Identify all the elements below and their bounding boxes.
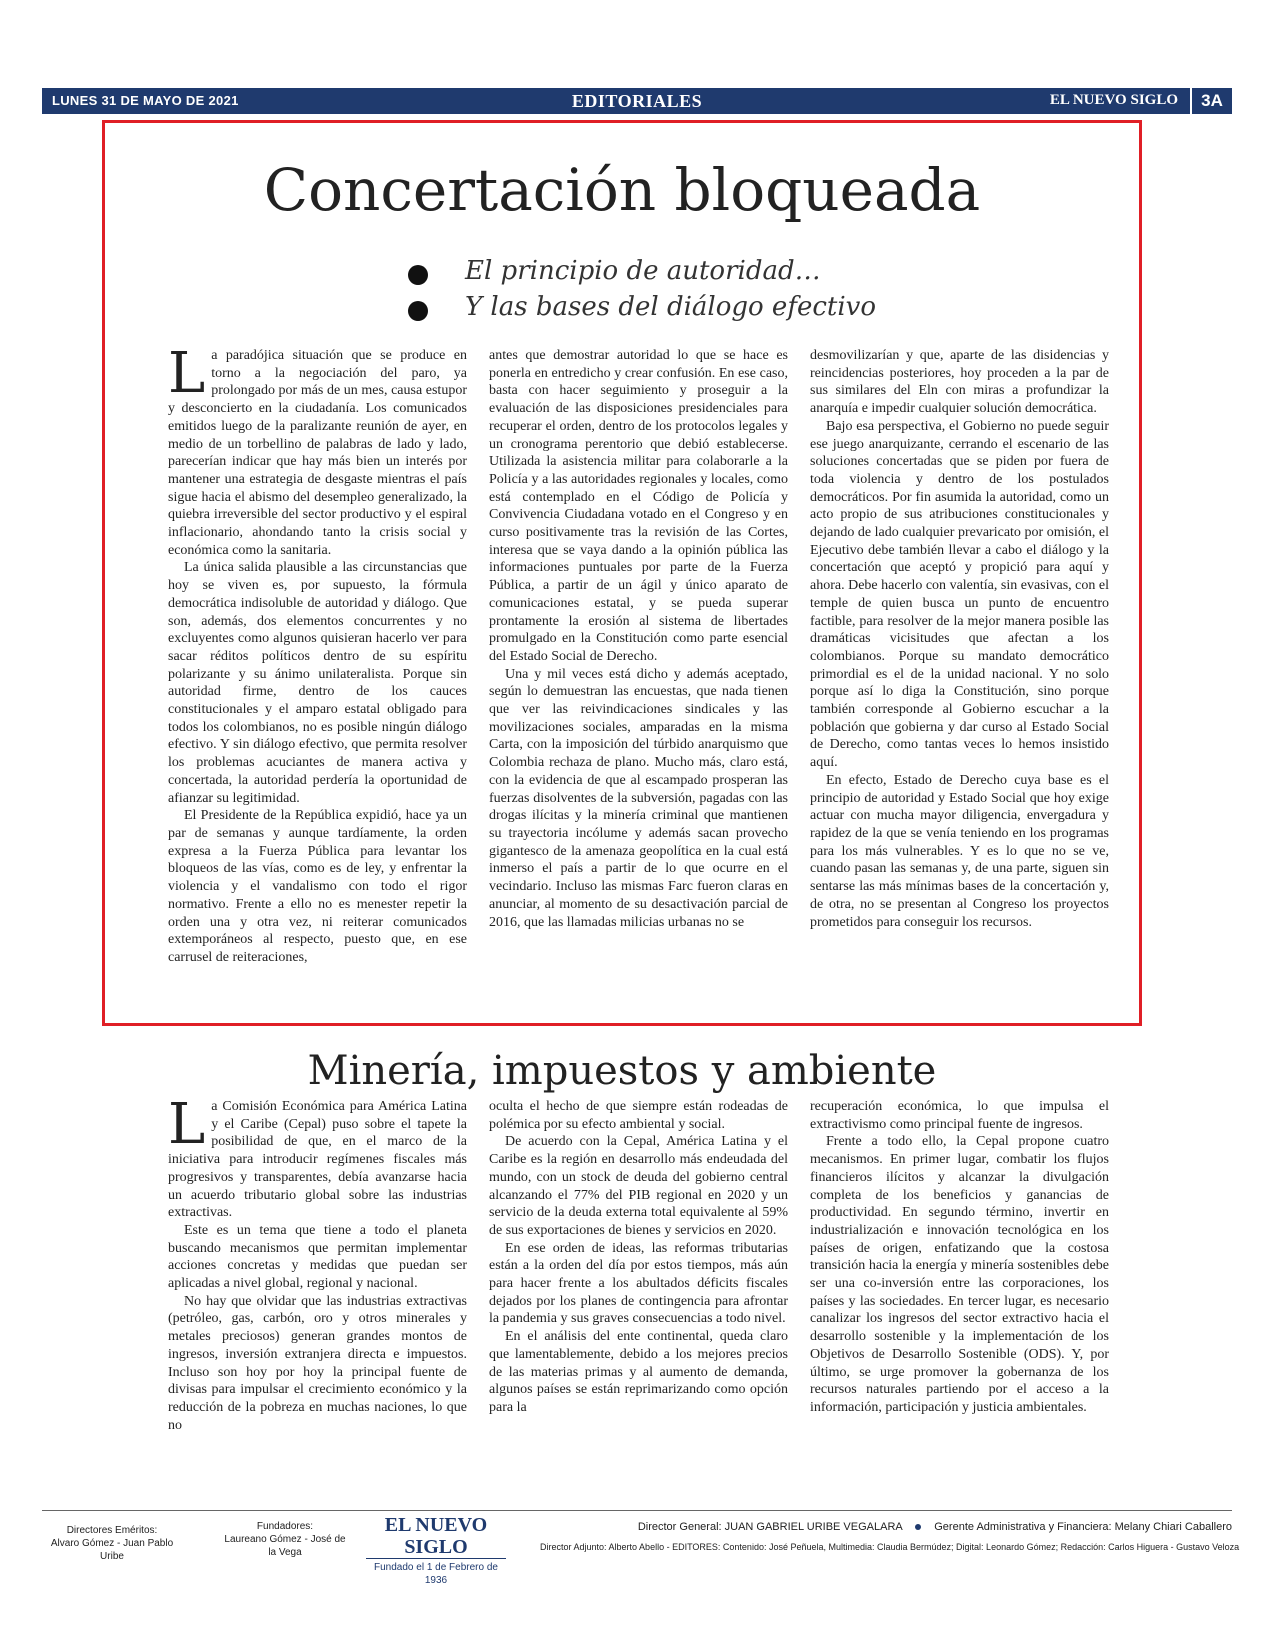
newspaper-logo: EL NUEVO SIGLO xyxy=(384,1514,488,1558)
footer-divider xyxy=(42,1510,1232,1511)
editorial-title: Concertación bloqueada xyxy=(263,156,981,224)
subhead-text: Y las bases del diálogo efectivo xyxy=(465,292,876,322)
paragraph-text: a paradójica situación que se produce en torno a la negociación del paro, ya prolongado por más de un mes, causa estupor y desconcierto en la ciudadanía. Los comunicados emitidos luego de la paralizante reunión de ayer, en medio de un torbellino de palabras de lado y lado, parecerían indicar que hay más bien un interés por mantener una estrategia de desgaste mientras el país sigue hacia el abismo del desempleo generalizado, la quiebra irreversible del sector productivo y el espiral inflacionario, ahondando tanto la crisis social y económica como la sanitaria. xyxy=(168,348,467,558)
article-paragraph: En el análisis del ente continental, queda claro que lamentablemente, debido a los mejores precios de las materias primas y al aumento de demanda, algunos países se están reprimarizando como opción para la xyxy=(489,1329,788,1415)
article-column xyxy=(489,347,788,1007)
subhead-text: El principio de autoridad… xyxy=(465,256,821,286)
drop-cap: L xyxy=(168,1098,206,1157)
article-paragraph: En efecto, Estado de Derecho cuya base es el principio de autoridad y Estado Social que hoy exige actuar con mucha mayor diligencia, envergadura y rapidez de la que se venía teniendo en los programas para los más vulnerables. Y es lo que no se ve, cuando pasan las semanas y, de una parte, siguen sin sentarse las más mínimas bases de la concertación y, de otra, no se presentan al Congreso los proyectos prometidos para conseguir los recursos. xyxy=(810,772,1109,930)
article-column xyxy=(168,1098,467,1478)
founded-date: Fundado el 1 de Febrero de 1936 xyxy=(366,1558,506,1587)
article-paragraph: recuperación económica, lo que impulsa el extractivismo como principal fuente de ingresos. xyxy=(810,1099,1109,1132)
article-column xyxy=(810,1098,1109,1478)
manager: Gerente Administrativa y Financiera: Melany Chiari Caballero xyxy=(934,1521,1232,1533)
drop-cap: L xyxy=(168,347,206,406)
article-paragraph: No hay que olvidar que las industrias extractivas (petróleo, gas, carbón, oro y otros minerales y metales preciosos) generan grandes montos de ingresos, inversión extranjera directa e impuestos. Incluso son hoy por hoy la principal fuente de divisas para impulsar el crecimiento económico y la reducción de la pobreza en muchas naciones, lo que no xyxy=(168,1293,467,1433)
editors-line: Director Adjunto: Alberto Abello - EDITORES: Contenido: José Peñuela, Multimedia: Claudia Bermúdez; Digital: Leonardo Gómez; Redacción: Carlos Higuera - Gustavo Veloza xyxy=(540,1542,1240,1552)
footer-staff xyxy=(540,1517,1240,1557)
bullet-icon xyxy=(408,301,428,321)
article-paragraph: desmovilizarían y que, aparte de las disidencias y reincidencias posteriores, hoy proceden a la par de sus similares del Eln con miras a profundizar la anarquía e impedir cualquier solución democrática. xyxy=(810,348,1109,417)
subhead-item xyxy=(400,256,960,292)
directors-label: Directores Eméritos: xyxy=(66,1525,158,1536)
paragraph-text: a Comisión Económica para América Latina y el Caribe (Cepal) puso sobre el tapete la posibilidad de que, en el marco de la iniciativa para introducir regímenes fiscales más progresivos y transparentes, debía avanzarse hacia un acuerdo tributario global sobre las industrias extractivas. xyxy=(168,1099,467,1221)
article-column xyxy=(168,347,467,1007)
footer-founders xyxy=(220,1520,350,1559)
article-paragraph: oculta el hecho de que siempre están rodeadas de polémica por su efecto ambiental y social. xyxy=(489,1099,788,1132)
header-date: LUNES 31 DE MAYO DE 2021 xyxy=(52,93,239,108)
editorial-subheads xyxy=(400,256,960,328)
header-paper-name: EL NUEVO SIGLO xyxy=(1049,92,1178,108)
article-paragraph: Una y mil veces está dicho y además aceptado, según lo demuestran las encuestas, que nada tienen que ver las reivindicaciones sindicales y las movilizaciones sociales, amparadas en la misma Carta, con la imposición del túrbido anarquismo que Colombia rechaza de plano. Mucho más, claro está, con la evidencia de que al escampado prosperan las fuerzas disolventes de la subversión, pagadas con las drogas ilícitas y la minería criminal que mantienen su trayectoria incólume y además sacan provecho gigantesco de la amenaza geopolítica en la cual está inmerso el país a partir de lo que ocurre en el vecindario. Incluso las mismas Farc fueron claras en anunciar, al momento de su desactivación parcial de 2016, que las llamadas milicias urbanas no se xyxy=(489,666,788,930)
article-paragraph: antes que demostrar autoridad lo que se hace es ponerla en entredicho y crear confusión. En ese caso, basta con hacer seguimiento y proseguir a la evaluación de las disposiciones presidenciales para recuperar el orden, dentro de los protocolos legales y un cronograma perentorio que debió establecerse. Utilizada la asistencia militar para colaborarle a la Policía y a las autoridades regionales y locales, como está contemplado en el Código de Policía y Convivencia Ciudadana votado en el Congreso y en curso positivamente tras la revisión de las Cortes, interesa que se vaya dando a la opinión pública las informaciones puntuales por parte de la Fuerza Pública, a partir de un ágil y único aparato de comunicaciones estatal, y se pueda superar prontamente la erosión al sistema de libertades promulgado en la Constitución como parte esencial del Estado Social de Derecho. xyxy=(489,348,788,664)
article-paragraph xyxy=(168,347,467,559)
article-paragraph xyxy=(168,1098,467,1222)
page-header-bar xyxy=(42,88,1232,114)
footer-directors xyxy=(42,1524,182,1563)
article-column xyxy=(810,347,1109,1007)
article-paragraph: Bajo esa perspectiva, el Gobierno no puede seguir ese juego anarquizante, cerrando el escenario de las soluciones concertadas que se piden por fuera de toda violencia y dentro de los postulados democráticos. Por fin asumida la autoridad, como un acto propio de sus atribuciones constitucionales y dejando de lado cualquier prevaricato por omisión, el Ejecutivo debe también llevar a cabo el diálogo y la concertación que aceptó y propició para aquí y ahora. Debe hacerlo con valentía, sin evasivas, con el temple de quien busca un punto de encuentro factible, para resolver de la mejor manera posible las dramáticas vicisitudes que afectan a los colombianos. Porque su mandato democrático primordial es el de la unidad nacional. Y no solo porque así lo diga la Constitución, sino porque también corresponde al Gobierno escuchar a la población que gobierna y dar curso al Estado Social de Derecho, como tantas veces lo hemos insistido aquí. xyxy=(810,418,1109,771)
second-editorial-body xyxy=(168,1098,1110,1478)
separator-dot-icon xyxy=(915,1524,921,1530)
header-page-number: 3A xyxy=(1190,88,1232,114)
article-paragraph: La única salida plausible a las circunstancias que hoy se viven es, por supuesto, la fórmula democrática indisoluble de autoridad y diálogo. Que son, además, dos elementos concurrentes y no excluyentes como algunos quisieran hacerlo ver para sacar réditos políticos dentro de su espíritu polarizante y su ánimo unilateralista. Porque sin autoridad firme, dentro de los cauces constitucionales y el amparo estatal obligado para todos los colombianos, no es posible ningún diálogo efectivo. Y sin diálogo efectivo, que permita resolver los problemas acuciantes de manera activa y concertada, la autoridad perdería la oportunidad de afianzar su legitimidad. xyxy=(168,560,467,806)
article-column xyxy=(489,1098,788,1478)
bullet-icon xyxy=(408,265,428,285)
founders-label: Fundadores: xyxy=(256,1521,314,1532)
staff-line xyxy=(540,1517,1232,1537)
article-paragraph: De acuerdo con la Cepal, América Latina y el Caribe es la región en desarrollo más endeudada del mundo, con un stock de deuda del gobierno central alcanzando el 77% del PIB regional en 2020 y un servicio de la deuda externa total equivalente al 59% de sus exportaciones de bienes y servicios en 2020. xyxy=(489,1134,788,1238)
article-paragraph: El Presidente de la República expidió, hace ya un par de semanas y aunque tardíamente, la orden expresa a la Fuerza Pública para levantar los bloqueos de las vías, como es de ley, y enfrentar la violencia y el vandalismo con todo el rigor normativo. Frente a ello no es menester repetir la orden una y otra vez, ni reiterar comunicados extemporáneos al respecto, puesto que, en ese carrusel de reiteraciones, xyxy=(168,808,467,965)
director-general: Director General: JUAN GABRIEL URIBE VEGALARA xyxy=(637,1521,903,1533)
editorial-body xyxy=(168,347,1110,1007)
directors-names: Alvaro Gómez - Juan Pablo Uribe xyxy=(50,1538,174,1562)
header-section-title: EDITORIALES xyxy=(571,91,703,111)
article-paragraph: En ese orden de ideas, las reformas tributarias están a la orden del día por estos tiempos, más aún para hacer frente a los abultados déficits fiscales dejados por los planes de contingencia para afrontar la pandemia y sus graves consecuencias a todo nivel. xyxy=(489,1240,788,1327)
article-paragraph: Frente a todo ello, la Cepal propone cuatro mecanismos. En primer lugar, combatir los flujos financieros ilícitos y alcanzar la divulgación completa de los beneficios y ganancias de productividad. En segundo término, invertir en industrialización e innovación tecnológica en los países de origen, enfatizando que la costosa transición hacia la energía y minería sostenibles debe ser una co-inversión entre las corporaciones, los países y las sociedades. En tercer lugar, es necesario canalizar los ingresos del sector extractivo hacia el desarrollo sostenible y la implementación de los Objetivos de Desarrollo Sostenible (ODS). Y, por último, se urge promover la gobernanza de los recursos naturales partiendo por el acceso a la información, participación y justicia ambientales. xyxy=(810,1134,1109,1415)
founders-names: Laureano Gómez - José de la Vega xyxy=(224,1534,346,1558)
second-editorial-title: Minería, impuestos y ambiente xyxy=(307,1048,937,1094)
subhead-item xyxy=(400,292,960,328)
article-paragraph: Este es un tema que tiene a todo el planeta buscando mecanismos que permitan implementar acciones concretas y medidas que puedan ser aplicadas a nivel global, regional y nacional. xyxy=(168,1222,467,1292)
footer-logo xyxy=(366,1514,506,1587)
